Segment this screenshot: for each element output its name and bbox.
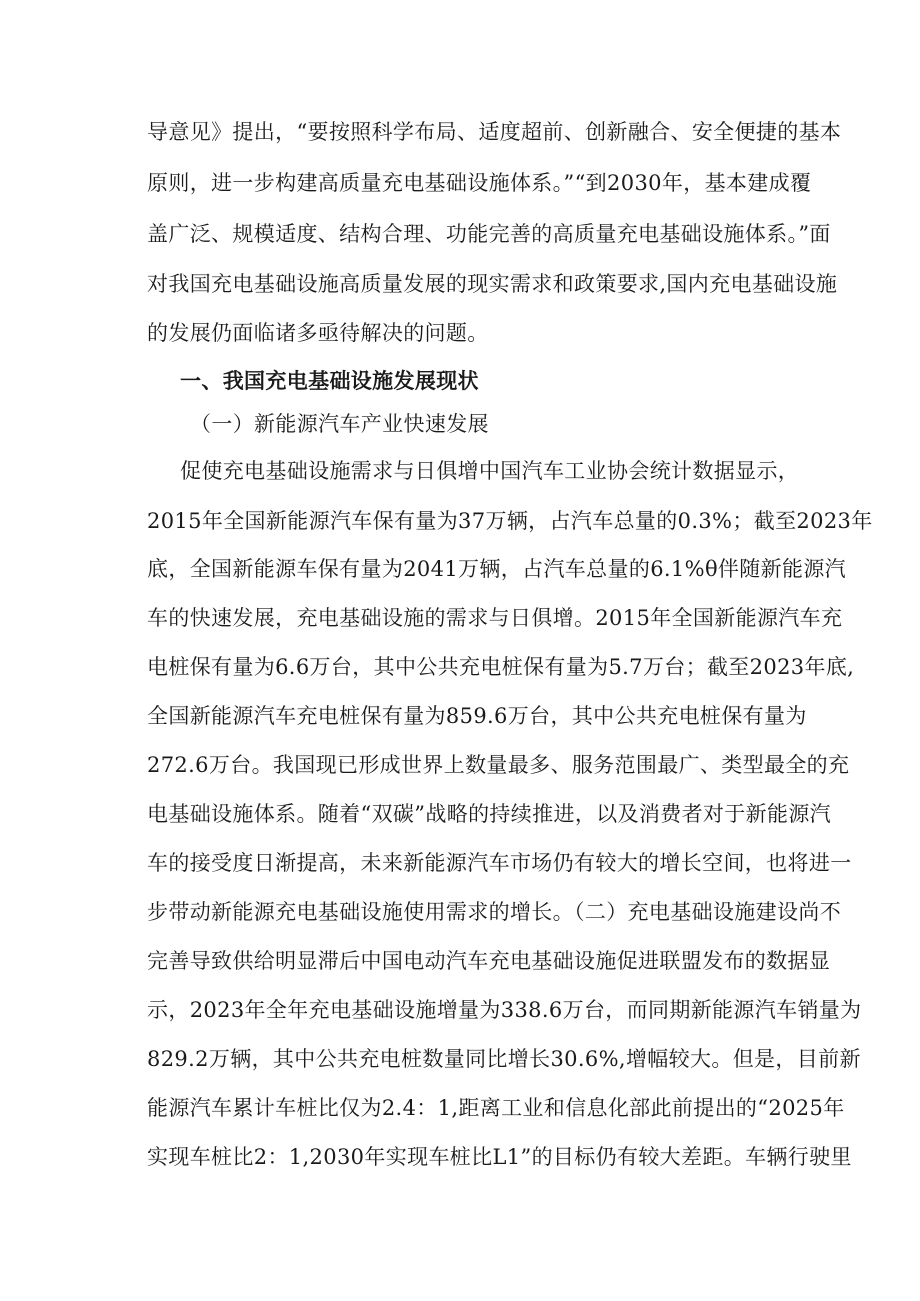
paragraph-line: 实现车桩比2：1,2030年实现车桩比L1”的目标仍有较大差距。车辆行驶里	[147, 1145, 852, 1169]
paragraph-line: 步带动新能源充电基础设施使用需求的增长。（二）充电基础设施建设尚不	[147, 900, 842, 924]
paragraph-line: 促使充电基础设施需求与日俱增中国汽车工业协会统计数据显示，	[180, 459, 800, 483]
subsection-heading: （一）新能源汽车产业快速发展	[190, 412, 489, 436]
paragraph-line: 原则，进一步构建高质量充电基础设施体系。”“到2030年，基本建成覆	[147, 171, 812, 195]
paragraph-line: 车的快速发展，充电基础设施的需求与日俱增。2015年全国新能源汽车充	[147, 606, 843, 630]
paragraph-line: 完善导致供给明显滞后中国电动汽车充电基础设施促进联盟发布的数据显	[147, 949, 831, 973]
paragraph-line: 电桩保有量为6.6万台，其中公共充电桩保有量为5.7万台；截至2023年底,	[147, 655, 855, 679]
paragraph-line: 示，2023年全年充电基础设施增量为338.6万台，而同期新能源汽车销量为	[147, 998, 862, 1022]
paragraph-line: 的发展仍面临诸多亟待解决的问题。	[147, 321, 489, 345]
paragraph-line: 车的接受度日渐提高，未来新能源汽车市场仍有较大的增长空间，也将进一	[147, 851, 852, 875]
paragraph-line: 对我国充电基础设施高质量发展的现实需求和政策要求,国内充电基础设施	[147, 272, 838, 296]
paragraph-line: 底，全国新能源车保有量为2041万辆，占汽车总量的6.1%θ伴随新能源汽	[147, 557, 847, 581]
paragraph-line: 全国新能源汽车充电桩保有量为859.6万台，其中公共充电桩保有量为	[147, 704, 807, 728]
paragraph-line: 电基础设施体系。随着“双碳”战略的持续推进，以及消费者对于新能源汽	[147, 802, 832, 826]
paragraph-line: 能源汽车累计车桩比仅为2.4：1,距离工业和信息化部此前提出的“2025年	[147, 1096, 845, 1120]
paragraph-line: 829.2万辆，其中公共充电桩数量同比增长30.6%,增幅较大。但是，目前新	[147, 1047, 861, 1071]
section-heading: 一、我国充电基础设施发展现状	[180, 368, 479, 393]
paragraph-line: 导意见》提出，“要按照科学布局、适度超前、创新融合、安全便捷的基本	[147, 120, 842, 144]
paragraph-line: 2015年全国新能源汽车保有量为37万辆，占汽车总量的0.3%；截至2023年	[147, 509, 873, 533]
paragraph-line: 盖广泛、规模适度、结构合理、功能完善的高质量充电基础设施体系。”面	[147, 222, 831, 246]
paragraph-line: 272.6万台。我国现已形成世界上数量最多、服务范围最广、类型最全的充	[147, 753, 850, 777]
